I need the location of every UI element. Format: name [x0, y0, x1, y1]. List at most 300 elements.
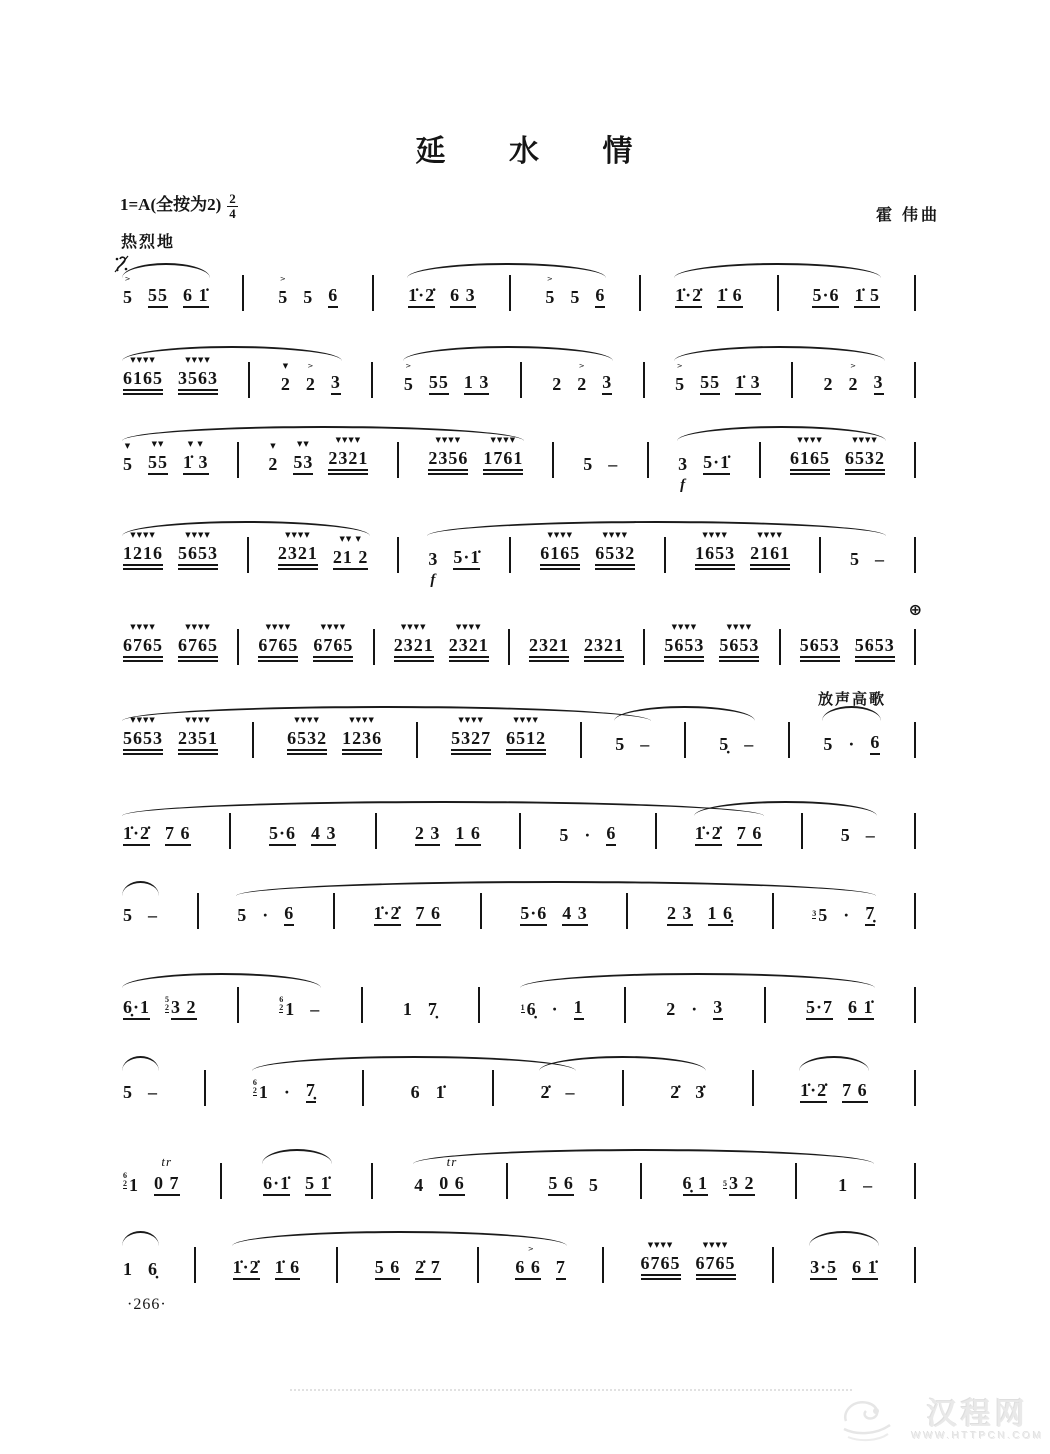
note-text: –: [148, 905, 158, 925]
note-text: 6765: [313, 636, 353, 662]
note-text: 1761: [483, 449, 523, 475]
tongue-marks: ▼▼▼▼: [702, 1241, 729, 1249]
barline: [764, 987, 766, 1023]
tongue-marks: ▼▼▼▼: [702, 531, 728, 539]
tongue-marks: ▼▼▼▼: [602, 531, 629, 539]
accent-mark: >: [307, 362, 315, 370]
note-group: [584, 612, 624, 662]
note-text: 1̇·2̇: [675, 286, 702, 308]
note-text: 5: [818, 905, 829, 925]
accent-mark: >: [850, 362, 857, 370]
tempo-marking: 热烈地: [121, 234, 176, 251]
note-text: 1216: [123, 544, 163, 570]
note-group: [154, 1150, 180, 1196]
barline: [914, 275, 916, 311]
score-line: [118, 1055, 916, 1127]
note-text: 5·6: [812, 286, 839, 308]
note-text: –: [148, 1082, 158, 1102]
note-text: 55: [429, 373, 449, 395]
barline: [237, 987, 239, 1023]
note-text: 6·1̇: [263, 1174, 290, 1196]
note-text: 7 6: [842, 1081, 868, 1103]
note-text: 5: [675, 374, 686, 394]
accent-mark: >: [405, 362, 413, 370]
note-text: 5: [123, 905, 133, 925]
note-text: 7̣: [865, 904, 875, 926]
barline: [252, 722, 254, 758]
note-text: 2321: [394, 636, 434, 662]
note-text: 5: [403, 374, 414, 394]
note-text: 2: [268, 454, 279, 474]
grace-note: 5 2: [165, 995, 170, 1012]
note-group: [696, 1230, 736, 1280]
note-text: 5: [237, 905, 248, 925]
note-text: 55: [148, 453, 168, 475]
note-text: 6 1̇: [848, 998, 874, 1020]
barline: [336, 1247, 338, 1283]
note-text: 2: [666, 999, 677, 1019]
barline: [801, 813, 803, 849]
note-text: 3563: [178, 369, 218, 395]
note-text: 1: [402, 999, 413, 1019]
note-text: 7 6: [737, 824, 763, 846]
note-text: 5: [123, 287, 133, 307]
barline: [220, 1163, 222, 1199]
note-text: 3 2: [729, 1174, 755, 1196]
note-text: 1̇·2̇: [374, 904, 401, 926]
watermark-logo-icon: [840, 1391, 904, 1448]
note-text: 6 3: [450, 286, 476, 308]
note-text: 5: [823, 734, 834, 754]
barline: [373, 629, 375, 665]
score-line: [118, 800, 916, 872]
note-group: [449, 612, 489, 662]
measure: [795, 612, 900, 662]
note-text: 5: [123, 454, 133, 474]
note-group: [800, 612, 840, 662]
note-group: [394, 612, 434, 662]
note-text: 2: [823, 374, 834, 394]
barline: [643, 362, 645, 398]
measure-row: [118, 612, 916, 662]
note-text: 3: [428, 549, 439, 569]
note-text: 6532: [595, 544, 635, 570]
note-text: 1: [129, 1175, 139, 1195]
note-text: 2356: [428, 449, 468, 475]
accent-mark: >: [521, 1245, 535, 1253]
note-text: 3: [602, 373, 612, 395]
note-group: [303, 264, 313, 308]
note-text: 5327: [451, 729, 491, 755]
note-group: [719, 612, 759, 662]
barline: [684, 722, 686, 758]
tongue-marks: ▼▼▼▼: [185, 356, 211, 364]
note-group: [608, 431, 618, 475]
note-text: 1: [258, 1082, 269, 1102]
note-text: 6512: [506, 729, 546, 755]
barline: [777, 275, 779, 311]
note-text: 1̇ 6: [717, 286, 743, 308]
barline: [397, 442, 399, 478]
barline: [602, 1247, 604, 1283]
accent-mark: >: [676, 362, 684, 370]
note-text: 5·6: [520, 904, 547, 926]
note-text: 1: [123, 1259, 133, 1279]
composer-credit: 霍 伟曲: [876, 207, 941, 224]
tongue-marks: ▼▼▼▼: [400, 623, 427, 631]
score-line: [118, 692, 916, 777]
barline: [237, 442, 239, 478]
barline: [626, 893, 628, 929]
note-text: 2321: [449, 636, 489, 662]
note-text: 2351: [178, 729, 218, 755]
barline: [772, 893, 774, 929]
barline: [795, 1163, 797, 1199]
note-text: 5: [850, 549, 861, 569]
note-text: 5: [588, 1175, 599, 1195]
score-line: [118, 880, 916, 952]
score-line: [118, 425, 916, 497]
watermark-site-name: 汉程网: [926, 1397, 1029, 1431]
note-group: [123, 800, 150, 846]
note-text: 6765: [178, 636, 218, 662]
note-text: 6̣: [526, 999, 537, 1019]
barline: [914, 813, 916, 849]
barline: [333, 893, 335, 929]
barline: [914, 362, 916, 398]
note-text: 2: [280, 374, 291, 394]
grace-note: 1: [520, 1003, 525, 1012]
grace-note: 6 2: [279, 995, 284, 1012]
tongue-marks: ▼▼: [151, 440, 165, 448]
tongue-marks: ▼▼▼▼: [647, 1241, 674, 1249]
grace-note: 3: [812, 909, 817, 918]
note-text: –: [863, 1175, 874, 1195]
note-text: 55: [148, 286, 168, 308]
note-text: –: [310, 999, 321, 1019]
note-group: [583, 431, 593, 475]
barline: [229, 813, 231, 849]
tongue-marks: ▼: [124, 442, 132, 450]
note-text: 3·5: [810, 1258, 837, 1280]
note-text: 6165: [123, 369, 163, 395]
barline: [759, 442, 761, 478]
barline: [372, 275, 374, 311]
time-signature-top: 2: [229, 191, 236, 206]
score-line: [118, 1148, 916, 1220]
key-signature-text: 1=A(全按为2): [120, 194, 222, 214]
barline: [362, 1070, 364, 1106]
note-text: 6 6: [515, 1258, 541, 1280]
barline: [624, 987, 626, 1023]
note-text: ·: [691, 999, 699, 1019]
tongue-marks: ▼▼▼▼: [458, 716, 484, 724]
watermark: [840, 1391, 1044, 1448]
note-group: [641, 1230, 681, 1280]
note-text: 1653: [695, 544, 735, 570]
note-text: 6 1̇: [852, 1258, 878, 1280]
note-text: 1: [285, 999, 296, 1019]
barline: [791, 362, 793, 398]
note-text: 6̣ 1: [683, 1174, 709, 1196]
note-text: 1̇·2̇: [800, 1081, 827, 1103]
tongue-marks: ▼▼▼▼: [130, 356, 156, 364]
tongue-marks: ▼▼▼▼: [435, 436, 462, 444]
barline: [397, 537, 399, 573]
score-line: [118, 520, 916, 592]
note-group: [328, 262, 338, 308]
note-text: 2 3: [667, 904, 693, 926]
note-text: 4: [414, 1175, 425, 1195]
note-text: 5: [559, 825, 570, 845]
barline: [580, 722, 582, 758]
barline: [248, 362, 250, 398]
note-text: 1 6: [455, 824, 481, 846]
note-text: 1̇·2̇: [695, 824, 722, 846]
note-text: 1̇ 3: [183, 453, 209, 475]
note-text: 4 3: [562, 904, 588, 926]
note-group: [855, 612, 895, 662]
tongue-marks: ▼▼▼▼: [294, 716, 320, 724]
barline: [664, 537, 666, 573]
note-text: 53: [293, 453, 313, 475]
note-text: 1: [574, 998, 584, 1020]
tongue-marks: ▼▼▼▼: [726, 623, 753, 631]
note-group: [258, 612, 298, 662]
tongue-marks: ▼ ▼: [187, 440, 204, 448]
piece-title: 延 水 情: [415, 135, 635, 168]
note-text: 1̇: [435, 1082, 446, 1102]
measure: [118, 1148, 185, 1196]
note-text: 6̣·1: [123, 998, 150, 1020]
note-text: 6: [870, 733, 880, 755]
barline: [779, 629, 781, 665]
tongue-marks: ▼▼▼▼: [797, 436, 823, 444]
barline: [237, 629, 239, 665]
note-text: ·: [551, 999, 559, 1019]
note-text: 5: [278, 287, 289, 307]
measure: [398, 976, 443, 1020]
note-text: 3: [874, 373, 884, 395]
tongue-marks: ▼: [282, 362, 290, 370]
separator-dots: [290, 1389, 852, 1391]
note-text: 6 1̇: [183, 286, 209, 308]
note-text: ·: [262, 905, 270, 925]
note-text: 3: [713, 998, 723, 1020]
note-text: 5: [840, 825, 851, 845]
note-text: 5 6: [548, 1174, 574, 1196]
score-line: [118, 345, 916, 417]
note-text: 5 1̇: [305, 1174, 331, 1196]
time-signature-bottom: 4: [229, 205, 236, 221]
note-text: –: [640, 734, 651, 754]
note-group: [529, 612, 569, 662]
barline: [914, 987, 916, 1023]
dynamic-mark: f: [430, 572, 436, 588]
note-text: 5: [615, 734, 626, 754]
note-text: 1̇·2̇: [233, 1258, 260, 1280]
note-text: 0 7: [154, 1174, 180, 1196]
note-text: 5653: [800, 636, 840, 662]
note-text: 6765: [696, 1254, 736, 1280]
note-text: 2: [552, 374, 563, 394]
note-text: 5·1̇: [453, 548, 480, 570]
score-line: [118, 972, 916, 1044]
page-number: ·266·: [127, 1296, 167, 1313]
barline: [520, 362, 522, 398]
barline: [788, 722, 790, 758]
barline: [914, 1163, 916, 1199]
note-text: 5653: [855, 636, 895, 662]
note-text: 2161: [750, 544, 790, 570]
note-group: [278, 264, 288, 308]
measure: [578, 431, 623, 475]
barline: [772, 1247, 774, 1283]
tongue-marks: ▼▼▼▼: [335, 436, 362, 444]
note-text: ·: [584, 825, 592, 845]
barline: [639, 275, 641, 311]
trill-mark: tr: [446, 1154, 458, 1169]
note-text: 6165: [540, 544, 580, 570]
note-group: [865, 880, 875, 926]
barline: [643, 629, 645, 665]
barline: [371, 362, 373, 398]
note-text: 5 6: [375, 1258, 401, 1280]
note-text: 5: [123, 1082, 133, 1102]
tongue-marks: ▼▼▼▼: [185, 623, 211, 631]
barline: [914, 629, 916, 665]
note-text: –: [565, 1082, 576, 1102]
note-text: 5653: [664, 636, 704, 662]
note-text: 1̇ 3: [735, 373, 761, 395]
barline: [508, 629, 510, 665]
note-text: 5653: [123, 729, 163, 755]
tongue-marks: ▼▼▼▼: [671, 623, 698, 631]
note-text: 2321: [278, 544, 318, 570]
note-text: 6: [606, 824, 616, 846]
note-group: [253, 1055, 269, 1103]
note-text: 6532: [287, 729, 327, 755]
note-text: 2̇ 7: [415, 1258, 441, 1280]
note-text: 21 2: [333, 548, 369, 570]
note-group: [664, 612, 704, 662]
note-text: 6: [595, 286, 605, 308]
tongue-marks: ▼▼▼▼: [490, 436, 517, 444]
note-text: 1̇·2̇: [123, 824, 150, 846]
note-text: 2321: [584, 636, 624, 662]
score-line: [118, 262, 916, 334]
note-text: 5: [583, 454, 594, 474]
note-text: ·: [843, 905, 851, 925]
barline: [622, 1070, 624, 1106]
tongue-marks: ▼▼▼▼: [130, 531, 156, 539]
watermark-site-url: WWW.HTTPCN.COM: [911, 1430, 1044, 1442]
note-group: [123, 612, 163, 662]
note-text: 2: [305, 374, 316, 394]
note-text: 5·1̇: [703, 453, 730, 475]
barline: [519, 813, 521, 849]
grace-note: 6 2: [123, 1171, 127, 1188]
tongue-marks: ▼▼▼▼: [852, 436, 878, 444]
barline: [752, 1070, 754, 1106]
note-text: 3: [678, 454, 689, 474]
barline: [375, 813, 377, 849]
barline: [552, 442, 554, 478]
tongue-marks: ▼▼▼▼: [185, 716, 211, 724]
note-text: 2 3: [415, 824, 441, 846]
note-group: [313, 612, 353, 662]
note-text: 7̣: [306, 1081, 316, 1103]
note-text: 0 6: [439, 1174, 465, 1196]
note-text: 1̇·2̇: [408, 286, 435, 308]
barline: [371, 1163, 373, 1199]
barline: [204, 1070, 206, 1106]
note-text: ·: [848, 734, 856, 754]
note-text: 5653: [719, 636, 759, 662]
note-text: 6532: [845, 449, 885, 475]
trill-mark: tr: [161, 1154, 173, 1169]
tongue-marks: ▼▼▼▼: [130, 716, 156, 724]
grace-note: 6 2: [252, 1078, 257, 1095]
note-text: 3: [331, 373, 341, 395]
barline: [914, 1070, 916, 1106]
barline: [509, 275, 511, 311]
note-text: 6̣: [148, 1259, 158, 1279]
accent-mark: >: [578, 362, 586, 370]
score-line: [118, 600, 922, 684]
note-text: –: [875, 549, 886, 569]
tongue-marks: ▼▼▼▼: [547, 531, 574, 539]
note-text: 7 6: [416, 904, 442, 926]
note-text: 2: [848, 374, 859, 394]
note-text: 2: [577, 374, 588, 394]
tongue-marks: ▼▼▼▼: [455, 623, 482, 631]
note-text: 6: [284, 904, 294, 926]
note-text: 6765: [641, 1254, 681, 1280]
note-text: 3̇: [695, 1082, 706, 1102]
note-group: [595, 262, 605, 308]
tongue-marks: ▼▼▼▼: [265, 623, 292, 631]
note-text: 2321: [529, 636, 569, 662]
measure: [273, 262, 343, 308]
note-text: 55: [700, 373, 720, 395]
note-text: 2321: [328, 449, 368, 475]
barline: [914, 537, 916, 573]
note-text: 7 6: [165, 824, 191, 846]
note-text: 1: [838, 1175, 849, 1195]
note-text: 1236: [342, 729, 382, 755]
barline: [914, 442, 916, 478]
barline: [477, 1247, 479, 1283]
note-group: [428, 976, 438, 1020]
barline: [194, 1247, 196, 1283]
note-text: 1̇ 6: [275, 1258, 301, 1280]
note-text: 3 2: [171, 998, 197, 1020]
note-group: [403, 976, 413, 1020]
note-text: 2̇: [540, 1082, 551, 1102]
accent-mark: >: [546, 275, 554, 283]
note-group: [178, 612, 218, 662]
tongue-marks: ▼▼▼▼: [130, 623, 156, 631]
measure: [636, 1230, 741, 1280]
barline: [914, 1247, 916, 1283]
barline: [242, 275, 244, 311]
tongue-marks: ▼: [270, 442, 277, 450]
note-text: 5·7: [806, 998, 833, 1020]
measure: [118, 612, 223, 662]
note-text: 6765: [258, 636, 298, 662]
tongue-marks: ▼▼▼▼: [513, 716, 539, 724]
